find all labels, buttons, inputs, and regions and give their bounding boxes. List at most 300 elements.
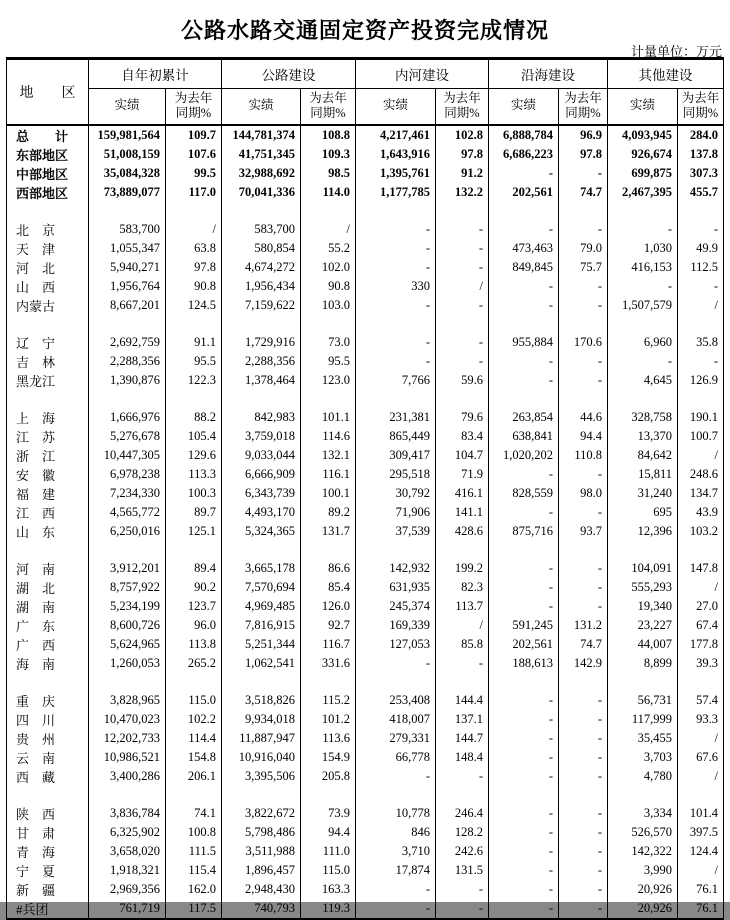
value-yoy: 111.5 [166,842,222,861]
spacer-cell [608,202,678,220]
value-yoy: 144.4 [436,691,489,710]
value-yoy: 148.4 [436,748,489,767]
value-actual: 6,686,223 [489,145,559,164]
value-actual: 20,926 [608,899,678,919]
value-yoy: - [436,333,489,352]
value-actual: 7,766 [356,371,436,390]
value-actual: 875,716 [489,522,559,541]
value-yoy: 123.0 [301,371,356,390]
value-yoy: 428.6 [436,522,489,541]
value-yoy: / [678,578,724,597]
spacer-row [7,390,724,408]
value-yoy: 119.3 [301,899,356,919]
value-yoy: 142.9 [559,654,608,673]
spacer-cell [436,673,489,691]
region-name: 安 徽 [7,465,89,484]
value-actual: 2,288,356 [222,352,301,371]
value-actual: 1,956,434 [222,277,301,296]
value-yoy: 123.7 [166,597,222,616]
spacer-row [7,541,724,559]
table-row [7,352,724,371]
value-yoy: 105.4 [166,427,222,446]
spacer-cell [678,786,724,804]
value-actual: 3,511,988 [222,842,301,861]
table-row [7,164,724,183]
value-actual: 253,408 [356,691,436,710]
region-name: 陕 西 [7,804,89,823]
value-yoy: 86.6 [301,559,356,578]
value-actual: 32,988,692 [222,164,301,183]
table-row [7,183,724,202]
value-yoy: 129.6 [166,446,222,465]
value-yoy: 113.8 [166,635,222,654]
column-group-other: 其他建设 [608,59,724,89]
value-yoy: 115.4 [166,861,222,880]
region-name: 四 川 [7,710,89,729]
value-actual: 20,926 [608,880,678,899]
value-yoy: - [559,503,608,522]
value-yoy: - [559,710,608,729]
value-actual: 279,331 [356,729,436,748]
value-actual: 10,447,305 [89,446,166,465]
spacer-cell [7,390,89,408]
value-actual: 1,030 [608,239,678,258]
spacer-cell [89,673,166,691]
value-actual: - [489,559,559,578]
value-yoy: 98.0 [559,484,608,503]
value-actual: 3,395,506 [222,767,301,786]
value-yoy: 246.4 [436,804,489,823]
region-name: 天 津 [7,239,89,258]
value-actual: 3,400,286 [89,767,166,786]
table-row [7,767,724,786]
value-yoy: - [559,465,608,484]
value-yoy: 57.4 [678,691,724,710]
spacer-cell [489,541,559,559]
table-row [7,277,724,296]
value-actual: - [489,597,559,616]
column-header-actual: 实绩 [222,89,301,125]
value-actual: 7,570,694 [222,578,301,597]
table-row [7,804,724,823]
value-actual: 10,916,040 [222,748,301,767]
spacer-cell [559,673,608,691]
value-actual: 473,463 [489,239,559,258]
value-yoy: 284.0 [678,125,724,145]
value-yoy: 39.3 [678,654,724,673]
table-row [7,446,724,465]
spacer-cell [7,202,89,220]
region-name: 河 北 [7,258,89,277]
value-yoy: 125.1 [166,522,222,541]
value-actual: 1,729,916 [222,333,301,352]
value-actual: 12,202,733 [89,729,166,748]
spacer-cell [678,541,724,559]
value-yoy: 115.2 [301,691,356,710]
spacer-cell [489,202,559,220]
value-yoy: - [436,239,489,258]
value-actual: 926,674 [608,145,678,164]
value-actual: 955,884 [489,333,559,352]
region-name: 福 建 [7,484,89,503]
value-actual: 5,940,271 [89,258,166,277]
value-yoy: 59.6 [436,371,489,390]
value-yoy: 122.3 [166,371,222,390]
region-name: 贵 州 [7,729,89,748]
value-yoy: / [436,616,489,635]
value-actual: - [489,861,559,880]
value-actual: 6,888,784 [489,125,559,145]
spacer-cell [356,786,436,804]
value-actual: 8,667,201 [89,296,166,315]
table-row [7,654,724,673]
value-yoy: - [436,352,489,371]
table-row [7,258,724,277]
value-actual: - [489,691,559,710]
value-yoy: 124.5 [166,296,222,315]
value-yoy: 101.2 [301,710,356,729]
value-actual: 10,778 [356,804,436,823]
region-name: 西 藏 [7,767,89,786]
value-actual: 144,781,374 [222,125,301,145]
column-header-yoy: 为去年同期% [559,89,608,125]
value-actual: 1,395,761 [356,164,436,183]
value-actual: 11,887,947 [222,729,301,748]
value-yoy: 116.7 [301,635,356,654]
region-name: 中部地区 [7,164,89,183]
value-yoy: 63.8 [166,239,222,258]
spacer-cell [559,786,608,804]
value-actual: 202,561 [489,183,559,202]
value-actual: 3,990 [608,861,678,880]
value-actual: 699,875 [608,164,678,183]
value-yoy: 112.5 [678,258,724,277]
value-yoy: 455.7 [678,183,724,202]
value-actual: - [489,277,559,296]
region-name: 山 东 [7,522,89,541]
spacer-cell [436,390,489,408]
table-row [7,729,724,748]
value-yoy: 91.2 [436,164,489,183]
value-yoy: 100.3 [166,484,222,503]
value-yoy: 111.0 [301,842,356,861]
spacer-cell [222,673,301,691]
value-yoy: 89.2 [301,503,356,522]
value-actual: 591,245 [489,616,559,635]
value-actual: 8,899 [608,654,678,673]
value-actual: 5,234,199 [89,597,166,616]
value-actual: 5,798,486 [222,823,301,842]
value-actual: 3,822,672 [222,804,301,823]
spacer-row [7,202,724,220]
table-row [7,522,724,541]
spacer-cell [356,673,436,691]
value-actual: - [356,767,436,786]
value-actual: 4,645 [608,371,678,390]
table-row [7,371,724,390]
value-actual: 8,757,922 [89,578,166,597]
value-actual: 13,370 [608,427,678,446]
value-yoy: 98.5 [301,164,356,183]
value-yoy: / [678,296,724,315]
value-actual: - [489,296,559,315]
value-actual: - [608,220,678,239]
table-row [7,823,724,842]
value-actual: - [489,710,559,729]
value-yoy: 74.7 [559,635,608,654]
table-row [7,427,724,446]
spacer-cell [608,390,678,408]
value-actual: 2,969,356 [89,880,166,899]
spacer-cell [301,202,356,220]
table-row [7,296,724,315]
value-actual: 1,062,541 [222,654,301,673]
value-actual: 245,374 [356,597,436,616]
value-actual: 2,692,759 [89,333,166,352]
spacer-cell [489,673,559,691]
value-actual: - [356,220,436,239]
value-actual: 1,177,785 [356,183,436,202]
spacer-cell [7,315,89,333]
value-actual: 3,759,018 [222,427,301,446]
spacer-row [7,673,724,691]
value-yoy: 90.8 [166,277,222,296]
value-actual: - [356,899,436,919]
table-row [7,220,724,239]
spacer-cell [222,390,301,408]
value-actual: 10,470,023 [89,710,166,729]
value-yoy: 117.5 [166,899,222,919]
spacer-cell [608,315,678,333]
spacer-cell [436,202,489,220]
value-yoy: 91.1 [166,333,222,352]
value-actual: 5,251,344 [222,635,301,654]
value-yoy: 85.8 [436,635,489,654]
value-yoy: - [436,880,489,899]
region-name: 西部地区 [7,183,89,202]
spacer-cell [222,202,301,220]
value-yoy: 100.1 [301,484,356,503]
value-actual: 3,828,965 [89,691,166,710]
value-yoy: - [559,559,608,578]
value-actual: 6,960 [608,333,678,352]
value-actual: 231,381 [356,408,436,427]
value-actual: - [489,352,559,371]
value-actual: - [356,352,436,371]
unit-note: 计量单位：万元 [630,44,722,59]
value-actual: 330 [356,277,436,296]
value-yoy: 89.4 [166,559,222,578]
value-yoy: - [559,823,608,842]
table-row [7,145,724,164]
value-yoy: - [559,296,608,315]
spacer-cell [166,673,222,691]
value-actual: - [356,333,436,352]
value-yoy: 162.0 [166,880,222,899]
value-actual: 740,793 [222,899,301,919]
value-yoy: 114.6 [301,427,356,446]
value-yoy: 95.5 [166,352,222,371]
value-yoy: 126.0 [301,597,356,616]
spacer-cell [222,786,301,804]
value-yoy: 103.0 [301,296,356,315]
value-actual: 1,507,579 [608,296,678,315]
region-name: 青 海 [7,842,89,861]
value-actual: - [489,899,559,919]
value-actual: 2,948,430 [222,880,301,899]
spacer-row [7,786,724,804]
value-yoy: 134.7 [678,484,724,503]
value-yoy: 116.1 [301,465,356,484]
value-yoy: 110.8 [559,446,608,465]
value-yoy: 113.7 [436,597,489,616]
value-yoy: - [559,691,608,710]
value-actual: 44,007 [608,635,678,654]
value-actual: 4,969,485 [222,597,301,616]
value-yoy: 128.2 [436,823,489,842]
spacer-cell [89,541,166,559]
value-yoy: 154.8 [166,748,222,767]
value-actual: 5,324,365 [222,522,301,541]
value-yoy: 79.6 [436,408,489,427]
value-actual: 3,703 [608,748,678,767]
value-yoy: 154.9 [301,748,356,767]
value-actual: 695 [608,503,678,522]
value-yoy: 73.0 [301,333,356,352]
spacer-cell [559,541,608,559]
spacer-cell [222,315,301,333]
value-actual: 846 [356,823,436,842]
value-yoy: - [559,164,608,183]
value-yoy: 137.8 [678,145,724,164]
value-actual: 416,153 [608,258,678,277]
value-actual: 6,325,902 [89,823,166,842]
table-row [7,842,724,861]
value-yoy: - [559,578,608,597]
spacer-cell [301,541,356,559]
table-body [7,125,724,919]
spacer-row [7,315,724,333]
value-yoy: 206.1 [166,767,222,786]
region-name: 甘 肃 [7,823,89,842]
table-row [7,635,724,654]
region-name: 总 计 [7,125,89,145]
value-yoy: 114.0 [301,183,356,202]
spacer-cell [559,315,608,333]
value-actual: 580,854 [222,239,301,258]
value-actual: 4,674,272 [222,258,301,277]
value-yoy: 92.7 [301,616,356,635]
region-name: 海 南 [7,654,89,673]
value-yoy: 331.6 [301,654,356,673]
column-header-yoy: 为去年同期% [436,89,489,125]
value-actual: 37,539 [356,522,436,541]
region-name: 江 苏 [7,427,89,446]
value-actual: 9,033,044 [222,446,301,465]
value-yoy: 177.8 [678,635,724,654]
value-yoy: 93.3 [678,710,724,729]
value-yoy: - [436,899,489,919]
spacer-cell [356,315,436,333]
region-name: 北 京 [7,220,89,239]
value-yoy: 108.8 [301,125,356,145]
value-yoy: 82.3 [436,578,489,597]
table-header [7,59,724,125]
value-actual: 555,293 [608,578,678,597]
value-yoy: 117.0 [166,183,222,202]
value-yoy: 97.8 [559,145,608,164]
value-actual: 3,334 [608,804,678,823]
value-actual: - [356,296,436,315]
value-yoy: - [559,371,608,390]
table-row [7,597,724,616]
value-actual: - [489,767,559,786]
value-yoy: - [559,861,608,880]
value-yoy: 97.8 [166,258,222,277]
table-row [7,861,724,880]
value-actual: 1,956,764 [89,277,166,296]
table-row [7,691,724,710]
spacer-cell [301,786,356,804]
value-actual: 35,084,328 [89,164,166,183]
spacer-cell [7,673,89,691]
value-yoy: 67.4 [678,616,724,635]
table-row [7,239,724,258]
column-header-actual: 实绩 [608,89,678,125]
value-actual: - [489,748,559,767]
value-yoy: 74.7 [559,183,608,202]
spacer-cell [608,541,678,559]
value-yoy: 85.4 [301,578,356,597]
region-name: 广 东 [7,616,89,635]
region-name: 黑龙江 [7,371,89,390]
value-yoy: - [559,748,608,767]
value-yoy: / [678,729,724,748]
spacer-cell [301,673,356,691]
value-yoy: 265.2 [166,654,222,673]
value-actual: 631,935 [356,578,436,597]
spacer-cell [166,390,222,408]
value-yoy: 90.2 [166,578,222,597]
value-actual: - [489,164,559,183]
region-name: 湖 北 [7,578,89,597]
value-actual: 2,288,356 [89,352,166,371]
value-yoy: 96.0 [166,616,222,635]
value-actual: 4,780 [608,767,678,786]
value-yoy: - [559,842,608,861]
value-actual: - [356,239,436,258]
value-actual: 4,493,170 [222,503,301,522]
value-actual: 127,053 [356,635,436,654]
column-header-actual: 实绩 [89,89,166,125]
value-actual: 142,322 [608,842,678,861]
value-actual: 188,613 [489,654,559,673]
value-yoy: / [166,220,222,239]
value-actual: 51,008,159 [89,145,166,164]
region-name: 江 西 [7,503,89,522]
table-row [7,578,724,597]
value-yoy: / [678,861,724,880]
value-actual: 19,340 [608,597,678,616]
value-yoy: 27.0 [678,597,724,616]
value-yoy: 96.9 [559,125,608,145]
value-yoy: - [678,277,724,296]
page-title: 公路水路交通固定资产投资完成情况 [180,18,549,43]
value-yoy: 137.1 [436,710,489,729]
value-actual: 6,978,238 [89,465,166,484]
value-actual: - [489,880,559,899]
spacer-cell [166,541,222,559]
